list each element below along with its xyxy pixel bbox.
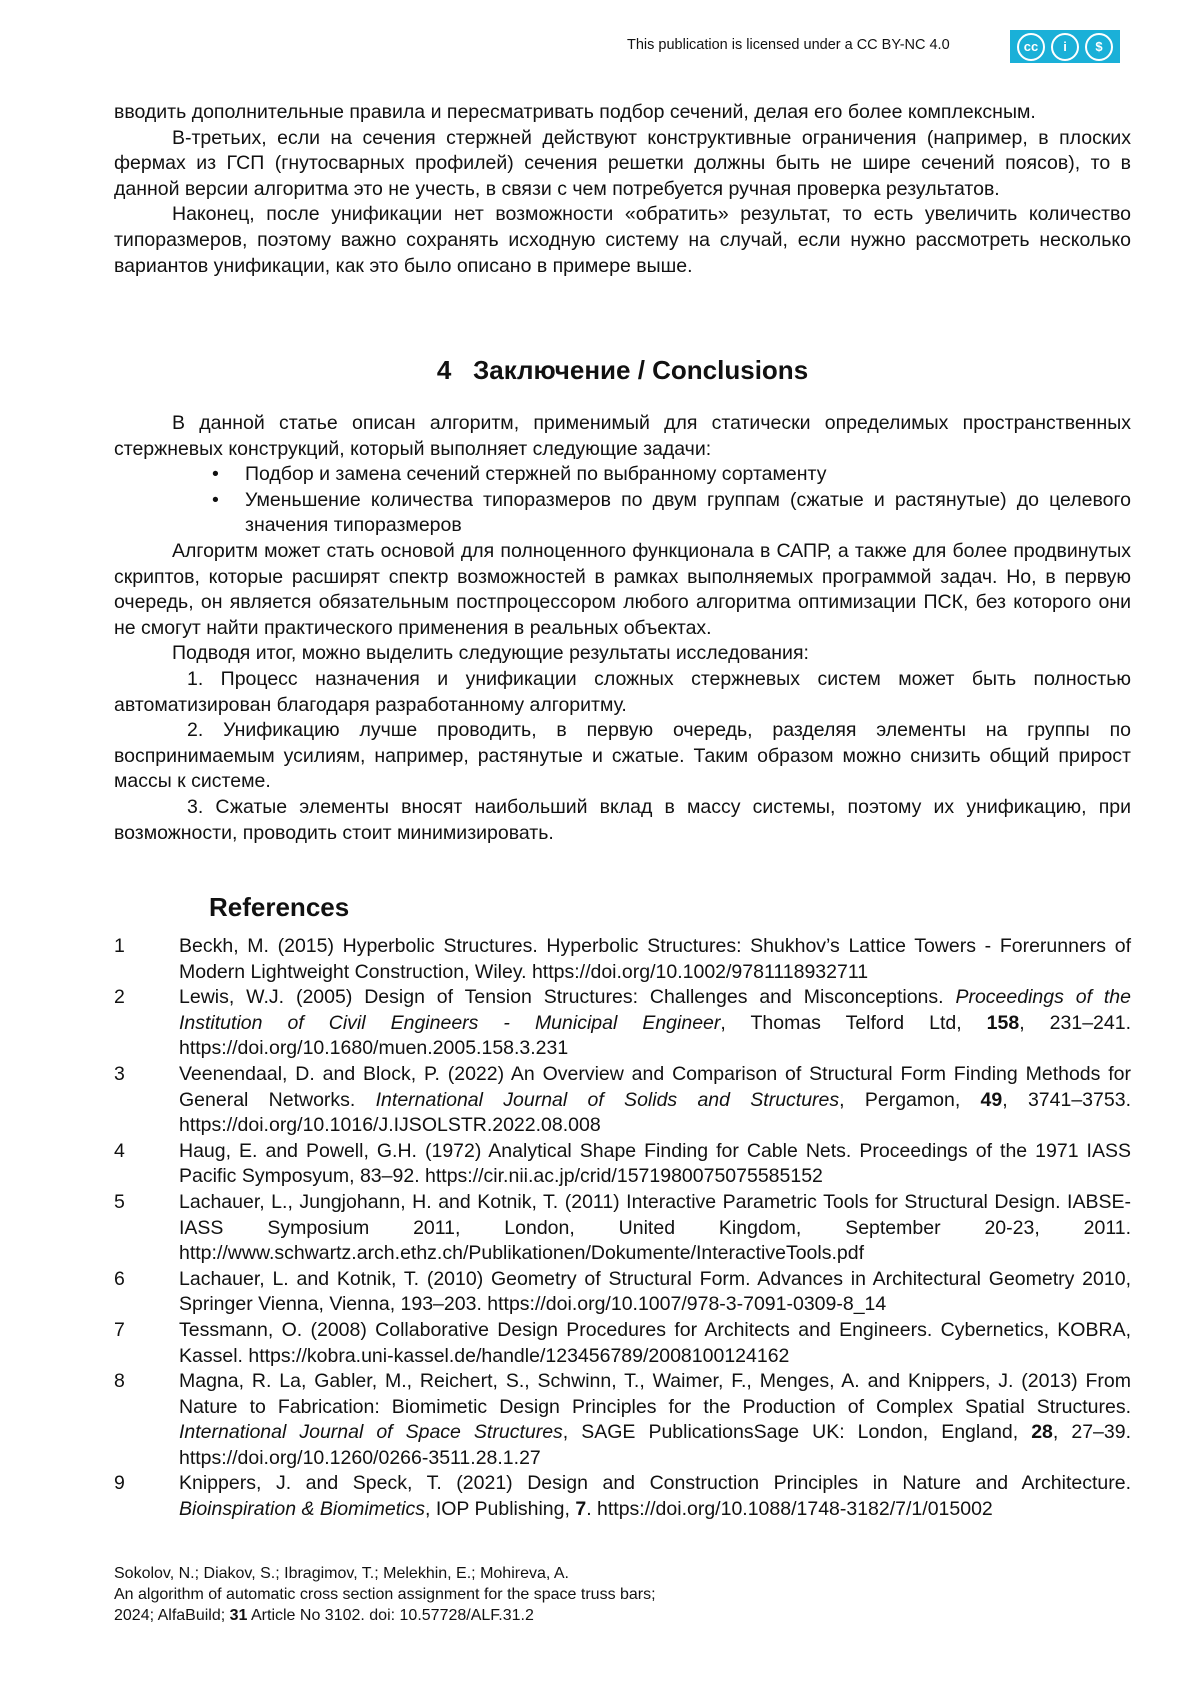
reference-text: , 231–241. https://doi.org/10.1680/muen.2005.158.3.231: [179, 1012, 1131, 1060]
reference-text: Haug, E. and Powell, G.H. (1972) Analytical Shape Finding for Cable Nets. Proceedings of the 1971 IASS Pacific Symposyum, 83–92. https://cir.nii.ac.jp/crid/1571980075075585152: [179, 1140, 1131, 1188]
reference-number: 8: [114, 1369, 125, 1395]
reference-text: , Pergamon,: [839, 1089, 980, 1111]
bullet-text: Подбор и замена сечений стержней по выбранному сортаменту: [245, 463, 826, 485]
reference-number: 5: [114, 1190, 125, 1216]
cc-license-badge[interactable]: [1010, 30, 1120, 63]
reference-journal: Proceedings of the Institution of Civil Engineers - Municipal Engineer: [179, 986, 1131, 1034]
paragraph: вводить дополнительные правила и пересматривать подбор сечений, делая его более комплексным.: [114, 100, 1131, 126]
by-icon: i: [1051, 33, 1079, 61]
reference-volume: 49: [981, 1089, 1003, 1111]
reference-item: [114, 1062, 1131, 1139]
reference-text: Lachauer, L. and Kotnik, T. (2010) Geometry of Structural Form. Advances in Architectural Geometry 2010, Springer Vienna, Vienna, 193–203. https://doi.org/10.1007/978-3-7091-0309-8_14: [179, 1268, 1131, 1316]
reference-text: Knippers, J. and Speck, T. (2021) Design and Construction Principles in Nature and Architecture.: [179, 1472, 1131, 1494]
reference-item: [114, 1190, 1131, 1267]
reference-number: 1: [114, 934, 125, 960]
reference-number: 3: [114, 1062, 125, 1088]
reference-item: [114, 1318, 1131, 1369]
conclusions-text: [114, 411, 1131, 846]
reference-journal: International Journal of Space Structures: [179, 1421, 563, 1443]
section-heading: 4 Заключение / Conclusions: [0, 355, 1200, 386]
footer-doi: Article No 3102. doi: 10.57728/ALF.31.2: [247, 1607, 533, 1624]
result-item: 3. Сжатые элементы вносят наибольший вклад в массу системы, поэтому их унификацию, при возможности, проводить стоит минимизировать.: [114, 795, 1131, 846]
paragraph: В данной статье описан алгоритм, применимый для статически определимых пространственных стержневых конструкций, который выполняет следующие задачи:: [114, 411, 1131, 462]
reference-number: 4: [114, 1139, 125, 1165]
intro-text: [114, 100, 1131, 279]
bullet-item: [114, 488, 1131, 539]
reference-number: 2: [114, 985, 125, 1011]
bullet-icon: •: [212, 488, 219, 514]
reference-text: . https://doi.org/10.1088/1748-3182/7/1/015002: [586, 1498, 993, 1520]
references-heading: References: [209, 892, 349, 923]
footer-journal: 2024; AlfaBuild;: [114, 1607, 230, 1624]
result-item: 1. Процесс назначения и унификации сложных стержневых систем может быть полностью автоматизирован благодаря разработанному алгоритму.: [114, 667, 1131, 718]
reference-item: [114, 1471, 1131, 1522]
reference-text: , IOP Publishing,: [425, 1498, 575, 1520]
reference-list: [114, 934, 1131, 1523]
reference-text: Magna, R. La, Gabler, M., Reichert, S., Schwinn, T., Waimer, F., Menges, A. and Knippers, J. (2013) From Nature to Fabrication: Biomimetic Design Principles for the Production of Complex Spatial Structures.: [179, 1370, 1131, 1418]
reference-text: , Thomas Telford Ltd,: [720, 1012, 986, 1034]
reference-text: , 27–39. https://doi.org/10.1260/0266-3511.28.1.27: [179, 1421, 1131, 1469]
reference-text: Beckh, M. (2015) Hyperbolic Structures. Hyperbolic Structures: Shukhov’s Lattice Towers - Forerunners of Modern Lightweight Construction, Wiley. https://doi.org/10.1002/9781118932711: [179, 935, 1131, 983]
result-item: 2. Унификацию лучше проводить, в первую очередь, разделяя элементы на группы по воспринимаемым усилиям, например, растянутые и сжатые. Таким образом можно снизить общий прирост массы к системе.: [114, 718, 1131, 795]
paragraph: Алгоритм может стать основой для полноценного функционала в САПР, а также для более продвинутых скриптов, которые расширят спектр возможностей в рамках выполняемых программой задач. Но, в первую очередь, он является обязательным постпроцессором любого алгоритма оптимизации ПСК, без которого они не смогут найти практического применения в реальных объектах.: [114, 539, 1131, 641]
footer-volume: 31: [230, 1607, 248, 1624]
reference-number: 9: [114, 1471, 125, 1497]
reference-text: Lewis, W.J. (2005) Design of Tension Structures: Challenges and Misconceptions.: [179, 986, 955, 1008]
bullet-item: [114, 462, 1131, 488]
reference-item: [114, 934, 1131, 985]
bullet-text: Уменьшение количества типоразмеров по двум группам (сжатые и растянутые) до целевого значения типоразмеров: [245, 489, 1131, 537]
reference-journal: International Journal of Solids and Structures: [376, 1089, 840, 1111]
reference-item: [114, 1369, 1131, 1471]
reference-number: 7: [114, 1318, 125, 1344]
bullet-icon: •: [212, 462, 219, 488]
paragraph: Подводя итог, можно выделить следующие результаты исследования:: [114, 641, 1131, 667]
reference-item: [114, 1267, 1131, 1318]
reference-volume: 28: [1031, 1421, 1053, 1443]
reference-volume: 7: [575, 1498, 586, 1520]
license-notice: This publication is licensed under a CC BY-NC 4.0: [627, 37, 950, 53]
reference-volume: 158: [987, 1012, 1020, 1034]
reference-item: [114, 985, 1131, 1062]
reference-text: , SAGE PublicationsSage UK: London, England,: [563, 1421, 1031, 1443]
paragraph: В-третьих, если на сечения стержней действуют конструктивные ограничения (например, в плоских фермах из ГСП (гнутосварных профилей) сечения решетки должны быть не шире сечений поясов), то в данной версии алгоритма это не учесть, в связи с чем потребуется ручная проверка результатов.: [114, 126, 1131, 203]
footer-citation: [114, 1605, 656, 1626]
reference-number: 6: [114, 1267, 125, 1293]
paragraph: Наконец, после унификации нет возможности «обратить» результат, то есть увеличить количество типоразмеров, поэтому важно сохранять исходную систему на случай, если нужно рассмотреть несколько вариантов унификации, как это было описано в примере выше.: [114, 202, 1131, 279]
footer-title: An algorithm of automatic cross section assignment for the space truss bars;: [114, 1584, 656, 1605]
citation-footer: [114, 1563, 656, 1626]
reference-text: Veenendaal, D. and Block, P. (2022) An Overview and Comparison of Structural Form Finding Methods for General Networks.: [179, 1063, 1131, 1111]
nc-icon: $: [1085, 33, 1113, 61]
reference-text: Tessmann, O. (2008) Collaborative Design Procedures for Architects and Engineers. Cybernetics, KOBRA, Kassel. https://kobra.uni-kassel.de/handle/123456789/2008100124162: [179, 1319, 1131, 1367]
reference-text: , 3741–3753. https://doi.org/10.1016/J.IJSOLSTR.2022.08.008: [179, 1089, 1131, 1137]
reference-journal: Bioinspiration & Biomimetics: [179, 1498, 425, 1520]
reference-text: Lachauer, L., Jungjohann, H. and Kotnik, T. (2011) Interactive Parametric Tools for Structural Design. IABSE-IASS Symposium 2011, London, United Kingdom, September 20-23, 2011. http://www.schwartz.arch.ethz.ch/Publikationen/Dokumente/InteractiveTools.pdf: [179, 1191, 1131, 1264]
reference-item: [114, 1139, 1131, 1190]
footer-authors: Sokolov, N.; Diakov, S.; Ibragimov, T.; Melekhin, E.; Mohireva, A.: [114, 1563, 656, 1584]
cc-icon: cc: [1017, 33, 1045, 61]
